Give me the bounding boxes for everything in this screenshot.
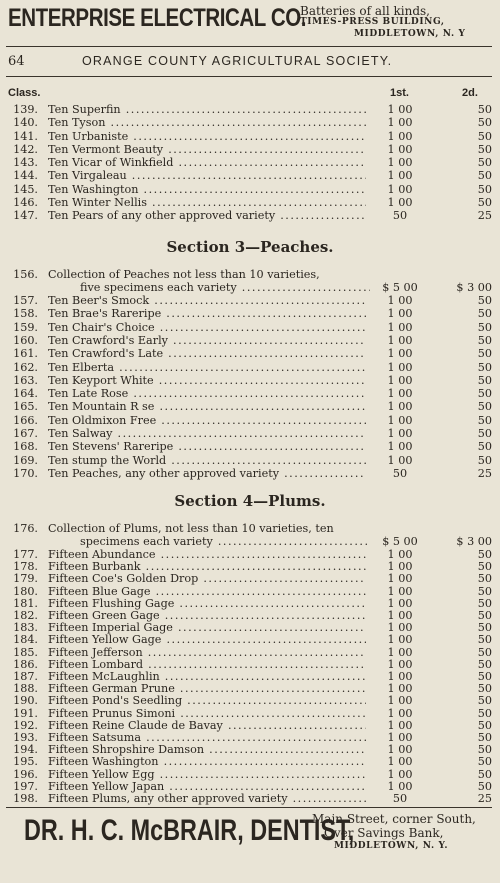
class-number: 141. (13, 129, 38, 143)
collection-description: Collection of Plums, not less than 10 varieties, ten (48, 522, 334, 535)
list-item (0, 633, 500, 646)
first-prize: 1 00 (387, 682, 413, 696)
section-heading-plums: Section 4—Plums. (174, 492, 326, 510)
class-number: 164. (13, 387, 38, 401)
item-description: Ten Vermont Beauty ..... (48, 143, 366, 156)
item-description: Fifteen German Prune ..... (48, 682, 366, 695)
first-prize: 50 (392, 792, 408, 805)
first-prize: 1 00 (387, 182, 413, 196)
first-prize: 1 00 (387, 694, 413, 708)
item-description: Ten Superfin ..... (48, 103, 366, 116)
class-number: 192. (13, 718, 38, 732)
title-rule (6, 76, 492, 77)
class-number: 162. (13, 360, 38, 374)
class-number: 187. (13, 670, 38, 683)
second-prize: 50 (477, 731, 492, 744)
list-item (0, 130, 500, 143)
item-description: Ten Late Rose ..... (48, 387, 366, 400)
list-item (0, 646, 500, 659)
advertiser-address-line2: Over Savings Bank, (324, 826, 444, 840)
item-description: Ten Stevens' Rareripe ..... (48, 440, 366, 453)
class-number: 161. (13, 347, 38, 361)
second-prize: 50 (477, 718, 492, 732)
collection-description-cont: specimens each variety ..... (80, 535, 370, 548)
class-number: 196. (13, 767, 38, 781)
class-number: 169. (13, 453, 38, 467)
advertiser-tagline: Batteries of all kinds, (300, 4, 430, 18)
second-prize: 50 (477, 779, 492, 793)
second-prize-column-header: 2d. (462, 87, 478, 99)
list-item (0, 743, 500, 756)
item-description: Fifteen Satsuma ..... (48, 731, 366, 744)
first-prize: 1 00 (387, 413, 413, 427)
list-item (0, 374, 500, 387)
first-prize: $ 5 00 (382, 281, 418, 294)
advertiser-name: ENTERPRISE ELECTRICAL CO. (8, 4, 307, 32)
list-item (0, 400, 500, 413)
footer-rule (6, 807, 492, 808)
class-number: 146. (13, 195, 38, 209)
class-number: 165. (13, 400, 38, 414)
item-description: Ten Tyson ..... (48, 116, 366, 129)
class-number: 144. (13, 169, 38, 183)
second-prize: 25 (477, 792, 492, 805)
second-prize: 50 (477, 347, 492, 361)
item-description: Ten Beer's Smock ..... (48, 294, 366, 307)
header-rule (6, 46, 492, 47)
class-number: 184. (13, 633, 38, 647)
item-description: Ten Mountain R se ..... (48, 400, 366, 413)
list-item (0, 548, 500, 561)
class-number: 159. (13, 320, 38, 334)
list-item (0, 321, 500, 334)
item-description: Ten Chair's Choice ..... (48, 321, 366, 334)
first-prize: 1 00 (387, 373, 413, 387)
list-item (0, 183, 500, 196)
list-item (0, 560, 500, 573)
first-prize: 1 00 (387, 743, 413, 757)
item-description: Fifteen Washington ..... (48, 755, 366, 768)
first-prize: 1 00 (387, 596, 413, 610)
class-number: 160. (13, 333, 38, 347)
list-item (0, 585, 500, 598)
first-prize: 1 00 (387, 320, 413, 334)
collection-description-cont: five specimens each variety ..... (80, 281, 370, 294)
list-item (0, 707, 500, 720)
second-prize: 50 (477, 609, 492, 622)
list-item (0, 196, 500, 209)
section-heading-peaches: Section 3—Peaches. (166, 238, 334, 256)
item-description: Fifteen Coe's Golden Drop ..... (48, 572, 366, 585)
list-item (0, 609, 500, 622)
class-number: 157. (13, 294, 38, 307)
first-prize: 1 00 (387, 453, 413, 467)
item-description: Ten Brae's Rareripe ..... (48, 307, 366, 320)
second-prize: 50 (477, 572, 492, 586)
list-item (0, 621, 500, 634)
item-description: Fifteen Burbank ..... (48, 560, 366, 573)
first-prize: 1 00 (387, 103, 413, 116)
list-item (0, 414, 500, 427)
item-description: Fifteen McLaughlin ..... (48, 670, 366, 683)
list-item (0, 467, 500, 480)
item-description: Ten Virgaleau ..... (48, 169, 366, 182)
item-description: Ten Urbaniste ..... (48, 130, 366, 143)
class-number: 167. (13, 427, 38, 440)
second-prize: 50 (477, 670, 492, 683)
second-prize: 50 (477, 427, 492, 440)
class-number: 183. (13, 621, 38, 635)
first-prize: 1 00 (387, 584, 413, 598)
class-number: 180. (13, 584, 38, 598)
item-description: Fifteen Yellow Japan ..... (48, 780, 366, 793)
list-item (0, 572, 500, 585)
first-prize: 1 00 (387, 347, 413, 361)
first-prize: 1 00 (387, 767, 413, 781)
list-item (0, 169, 500, 182)
first-prize: 1 00 (387, 609, 413, 622)
list-item (0, 209, 500, 222)
class-number: 170. (13, 466, 38, 480)
item-description: Fifteen Jefferson ..... (48, 646, 366, 659)
second-prize: 50 (477, 706, 492, 720)
class-number: 145. (13, 182, 38, 196)
first-prize: 1 00 (387, 718, 413, 732)
item-description: Ten Elberta ..... (48, 361, 366, 374)
list-item (0, 440, 500, 453)
first-prize: 1 00 (387, 572, 413, 586)
list-item (0, 294, 500, 307)
second-prize: 50 (477, 373, 492, 387)
item-description: Fifteen Flushing Gage ..... (48, 597, 366, 610)
list-item (0, 387, 500, 400)
second-prize: 50 (477, 413, 492, 427)
second-prize: 50 (477, 645, 492, 659)
class-number: 186. (13, 657, 38, 671)
second-prize: 50 (477, 129, 492, 143)
second-prize: 50 (477, 294, 492, 307)
item-description: Ten Crawford's Early ..... (48, 334, 366, 347)
item-description: Ten Keyport White ..... (48, 374, 366, 387)
first-prize-column-header: 1st. (390, 87, 409, 99)
header-advertisement (4, 2, 496, 44)
first-prize: 1 00 (387, 142, 413, 156)
second-prize: 50 (477, 621, 492, 635)
class-number: 177. (13, 548, 38, 561)
list-item (0, 156, 500, 169)
first-prize: 1 00 (387, 307, 413, 321)
list-item (0, 670, 500, 683)
list-item (0, 347, 500, 360)
second-prize: 50 (477, 156, 492, 169)
second-prize: 50 (477, 387, 492, 401)
list-item (0, 597, 500, 610)
list-item (0, 334, 500, 347)
item-description: Fifteen Yellow Egg ..... (48, 768, 366, 781)
second-prize: 50 (477, 560, 492, 574)
first-prize: 1 00 (387, 129, 413, 143)
second-prize: 25 (477, 209, 492, 222)
page-number: 64 (8, 54, 25, 69)
class-number: 195. (13, 755, 38, 769)
item-description: Fifteen Prunus Simoni ..... (48, 707, 366, 720)
item-description: Ten Peaches, any other approved variety ..... (48, 467, 366, 480)
second-prize: 25 (477, 466, 492, 480)
item-description: Ten Pears of any other approved variety ..... (48, 209, 366, 222)
second-prize: 50 (477, 548, 492, 561)
list-item (0, 143, 500, 156)
list-item (0, 658, 500, 671)
first-prize: 1 00 (387, 548, 413, 561)
second-prize: 50 (477, 682, 492, 696)
second-prize: 50 (477, 333, 492, 347)
second-prize: 50 (477, 633, 492, 647)
item-description: Fifteen Abundance ..... (48, 548, 366, 561)
first-prize: 1 00 (387, 440, 413, 454)
first-prize: 1 00 (387, 755, 413, 769)
collection-row-plums-cont (0, 535, 500, 548)
list-item (0, 361, 500, 374)
first-prize: 1 00 (387, 169, 413, 183)
first-prize: 1 00 (387, 360, 413, 374)
first-prize: 1 00 (387, 400, 413, 414)
class-number: 181. (13, 596, 38, 610)
class-number: 191. (13, 706, 38, 720)
first-prize: 1 00 (387, 731, 413, 744)
class-number: 179. (13, 572, 38, 586)
first-prize: 1 00 (387, 387, 413, 401)
first-prize: 1 00 (387, 195, 413, 209)
list-item (0, 454, 500, 467)
first-prize: 50 (392, 209, 408, 222)
list-item (0, 768, 500, 781)
item-description: Ten stump the World ..... (48, 454, 366, 467)
item-description: Ten Salway ..... (48, 427, 366, 440)
class-number: 197. (13, 779, 38, 793)
first-prize: 1 00 (387, 779, 413, 793)
advertiser-address-line1: TIMES-PRESS BUILDING, (300, 17, 445, 27)
item-description: Fifteen Green Gage ..... (48, 609, 366, 622)
second-prize: 50 (477, 694, 492, 708)
first-prize: 1 00 (387, 633, 413, 647)
item-description: Ten Winter Nellis ..... (48, 196, 366, 209)
first-prize: 1 00 (387, 333, 413, 347)
second-prize: 50 (477, 440, 492, 454)
class-number: 188. (13, 682, 38, 696)
list-item (0, 731, 500, 744)
class-number: 147. (13, 209, 38, 222)
list-item (0, 103, 500, 116)
class-number: 166. (13, 413, 38, 427)
first-prize: 1 00 (387, 621, 413, 635)
class-number: 156. (13, 268, 38, 281)
item-description: Fifteen Yellow Gage ..... (48, 633, 366, 646)
footer-advertisement (4, 810, 496, 880)
class-number: 198. (13, 792, 38, 805)
second-prize: 50 (477, 767, 492, 781)
item-description: Fifteen Blue Gage ..... (48, 585, 366, 598)
first-prize: 1 00 (387, 294, 413, 307)
second-prize: 50 (477, 596, 492, 610)
collection-row-peaches-cont (0, 281, 500, 294)
list-item (0, 307, 500, 320)
class-number: 193. (13, 731, 38, 744)
class-number: 140. (13, 116, 38, 130)
first-prize: 1 00 (387, 706, 413, 720)
class-number: 168. (13, 440, 38, 454)
first-prize: 1 00 (387, 670, 413, 683)
first-prize: 1 00 (387, 657, 413, 671)
class-number: 190. (13, 694, 38, 708)
second-prize: 50 (477, 400, 492, 414)
advertiser-name: DR. H. C. McBRAIR, DENTIST, (24, 814, 355, 847)
second-prize: 50 (477, 320, 492, 334)
second-prize: $ 3 00 (456, 281, 492, 294)
item-description: Fifteen Reine Claude de Bavay ..... (48, 719, 366, 732)
advertiser-address-line1: Main Street, corner South, (312, 812, 476, 826)
class-number: 158. (13, 307, 38, 321)
second-prize: $ 3 00 (456, 535, 492, 548)
advertiser-city: MIDDLETOWN, N. Y. (334, 841, 449, 851)
second-prize: 50 (477, 307, 492, 321)
list-item (0, 792, 500, 805)
class-number: 143. (13, 156, 38, 169)
list-item (0, 719, 500, 732)
second-prize: 50 (477, 169, 492, 183)
second-prize: 50 (477, 453, 492, 467)
class-number: 163. (13, 373, 38, 387)
item-description: Ten Oldmixon Free ..... (48, 414, 366, 427)
collection-row-plums (0, 522, 500, 535)
second-prize: 50 (477, 182, 492, 196)
collection-description: Collection of Peaches not less than 10 varieties, (48, 268, 320, 281)
list-item (0, 682, 500, 695)
second-prize: 50 (477, 103, 492, 116)
second-prize: 50 (477, 116, 492, 130)
class-number: 194. (13, 743, 38, 757)
class-column-header: Class. (8, 87, 41, 99)
list-item (0, 694, 500, 707)
first-prize: 1 00 (387, 427, 413, 440)
item-description: Fifteen Plums, any other approved variety ..... (48, 792, 366, 805)
class-number: 142. (13, 142, 38, 156)
first-prize: 50 (392, 466, 408, 480)
item-description: Ten Vicar of Winkfield ..... (48, 156, 366, 169)
class-number: 176. (13, 522, 38, 535)
first-prize: $ 5 00 (382, 535, 418, 548)
second-prize: 50 (477, 360, 492, 374)
class-number: 182. (13, 609, 38, 622)
collection-row-peaches (0, 268, 500, 281)
second-prize: 50 (477, 743, 492, 757)
item-description: Ten Crawford's Late ..... (48, 347, 366, 360)
second-prize: 50 (477, 142, 492, 156)
item-description: Fifteen Imperial Gage ..... (48, 621, 366, 634)
second-prize: 50 (477, 584, 492, 598)
second-prize: 50 (477, 195, 492, 209)
first-prize: 1 00 (387, 116, 413, 130)
running-title: ORANGE COUNTY AGRICULTURAL SOCIETY. (82, 54, 393, 68)
first-prize: 1 00 (387, 645, 413, 659)
advertiser-address-line2: MIDDLETOWN, N. Y (354, 29, 466, 39)
list-item (0, 755, 500, 768)
item-description: Ten Washington ..... (48, 183, 366, 196)
list-item (0, 780, 500, 793)
list-item (0, 427, 500, 440)
class-number: 139. (13, 103, 38, 116)
item-description: Fifteen Pond's Seedling ..... (48, 694, 366, 707)
item-description: Fifteen Shropshire Damson ..... (48, 743, 366, 756)
list-item (0, 116, 500, 129)
class-number: 185. (13, 645, 38, 659)
first-prize: 1 00 (387, 560, 413, 574)
item-description: Fifteen Lombard ..... (48, 658, 366, 671)
second-prize: 50 (477, 755, 492, 769)
first-prize: 1 00 (387, 156, 413, 169)
class-number: 178. (13, 560, 38, 574)
second-prize: 50 (477, 657, 492, 671)
